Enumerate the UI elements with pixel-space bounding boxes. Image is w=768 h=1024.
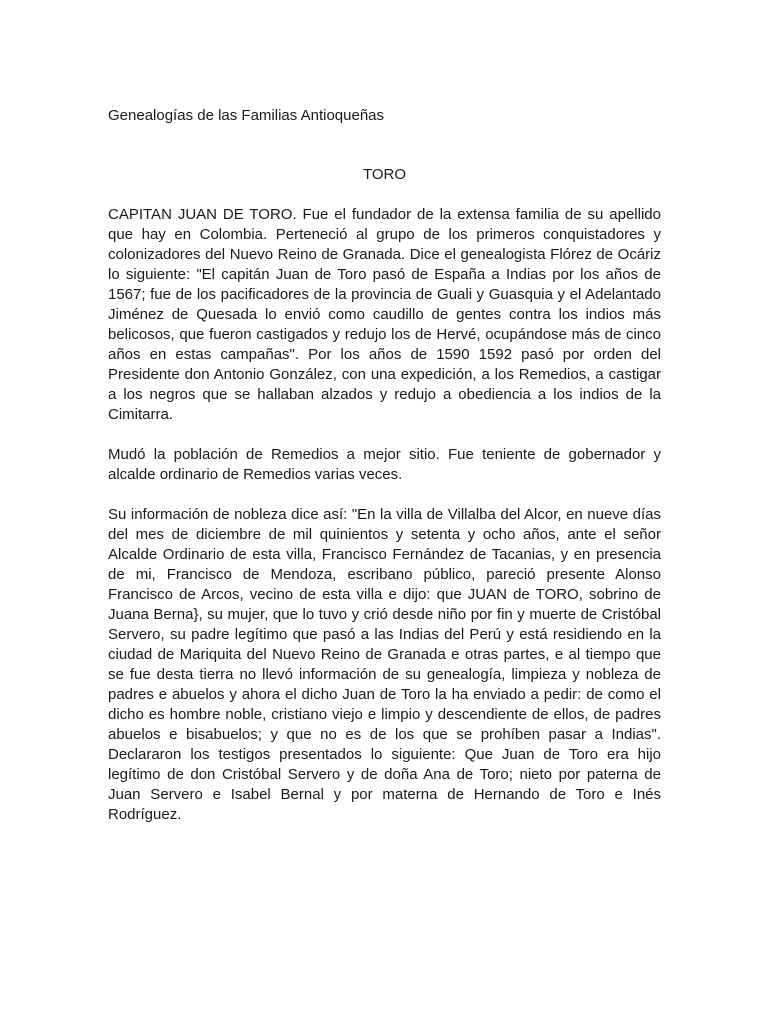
document-header: Genealogías de las Familias Antioqueñas bbox=[108, 107, 385, 124]
paragraph-juan-de-toro-intro: CAPITAN JUAN DE TORO. Fue el fundador de la extensa familia de su apellido que hay en Colombia. Perteneció al grupo de los primeros conquistadores y colonizadores del Nuevo Reino de Granada. Dice el genealogista Flórez de Ocáriz lo siguiente: "El capitán Juan de Toro pasó de España a Indias por los años de 1567; fue de los pacificadores de la provincia de Guali y Guasquia y el Adelantado Jiménez de Quesada lo envió como caudillo de gentes contra los indios más belicosos, que fueron castigados y redujo los de Hervé, ocupándose más de cinco años en estas campañas". Por los años de 1590 1592 pasó por orden del Presidente don Antonio González, con una expedición, a los Remedios, a castigar a los negros que se hallaban alzados y redujo a obediencia a los indios de la Cimitarra. bbox=[108, 206, 661, 423]
paragraph-remedios: Mudó la población de Remedios a mejor sitio. Fue teniente de gobernador y alcalde ordinario de Remedios varias veces. bbox=[108, 446, 661, 483]
document-title: TORO bbox=[362, 166, 407, 183]
paragraph-nobleza: Su información de nobleza dice así: "En la villa de Villalba del Alcor, en nueve días del mes de diciembre de mil quinientos y setenta y ocho años, ante el señor Alcalde Ordinario de esta villa, Francisco Fernández de Tacanias, y en presencia de mi, Francisco de Mendoza, escribano público, pareció presente Alonso Francisco de Arcos, vecino de esta villa e dijo: que JUAN de TORO, sobrino de Juana Berna}, su mujer, que lo tuvo y crió desde niño por fin y muerte de Cristóbal Servero, su padre legítimo que pasó a las Indias del Perú y está residiendo en la ciudad de Mariquita del Nuevo Reino de Granada e otras partes, e al tiempo que se fue desta tierra no llevó información de su genealogía, limpieza y nobleza de padres e abuelos y ahora el dicho Juan de Toro la ha enviado a pedir: de como el dicho es hombre noble, cristiano viejo e limpio y descendiente de ellos, de padres abuelos e bisabuelos; y que no es de los que se prohíben pasar a Indias". Declararon los testigos presentados lo siguiente: Que Juan de Toro era hijo legítimo de don Cristóbal Servero y de doña Ana de Toro; nieto por paterna de Juan Servero e Isabel Bernal y por materna de Hernando de Toro e Inés Rodríguez. bbox=[108, 506, 661, 823]
